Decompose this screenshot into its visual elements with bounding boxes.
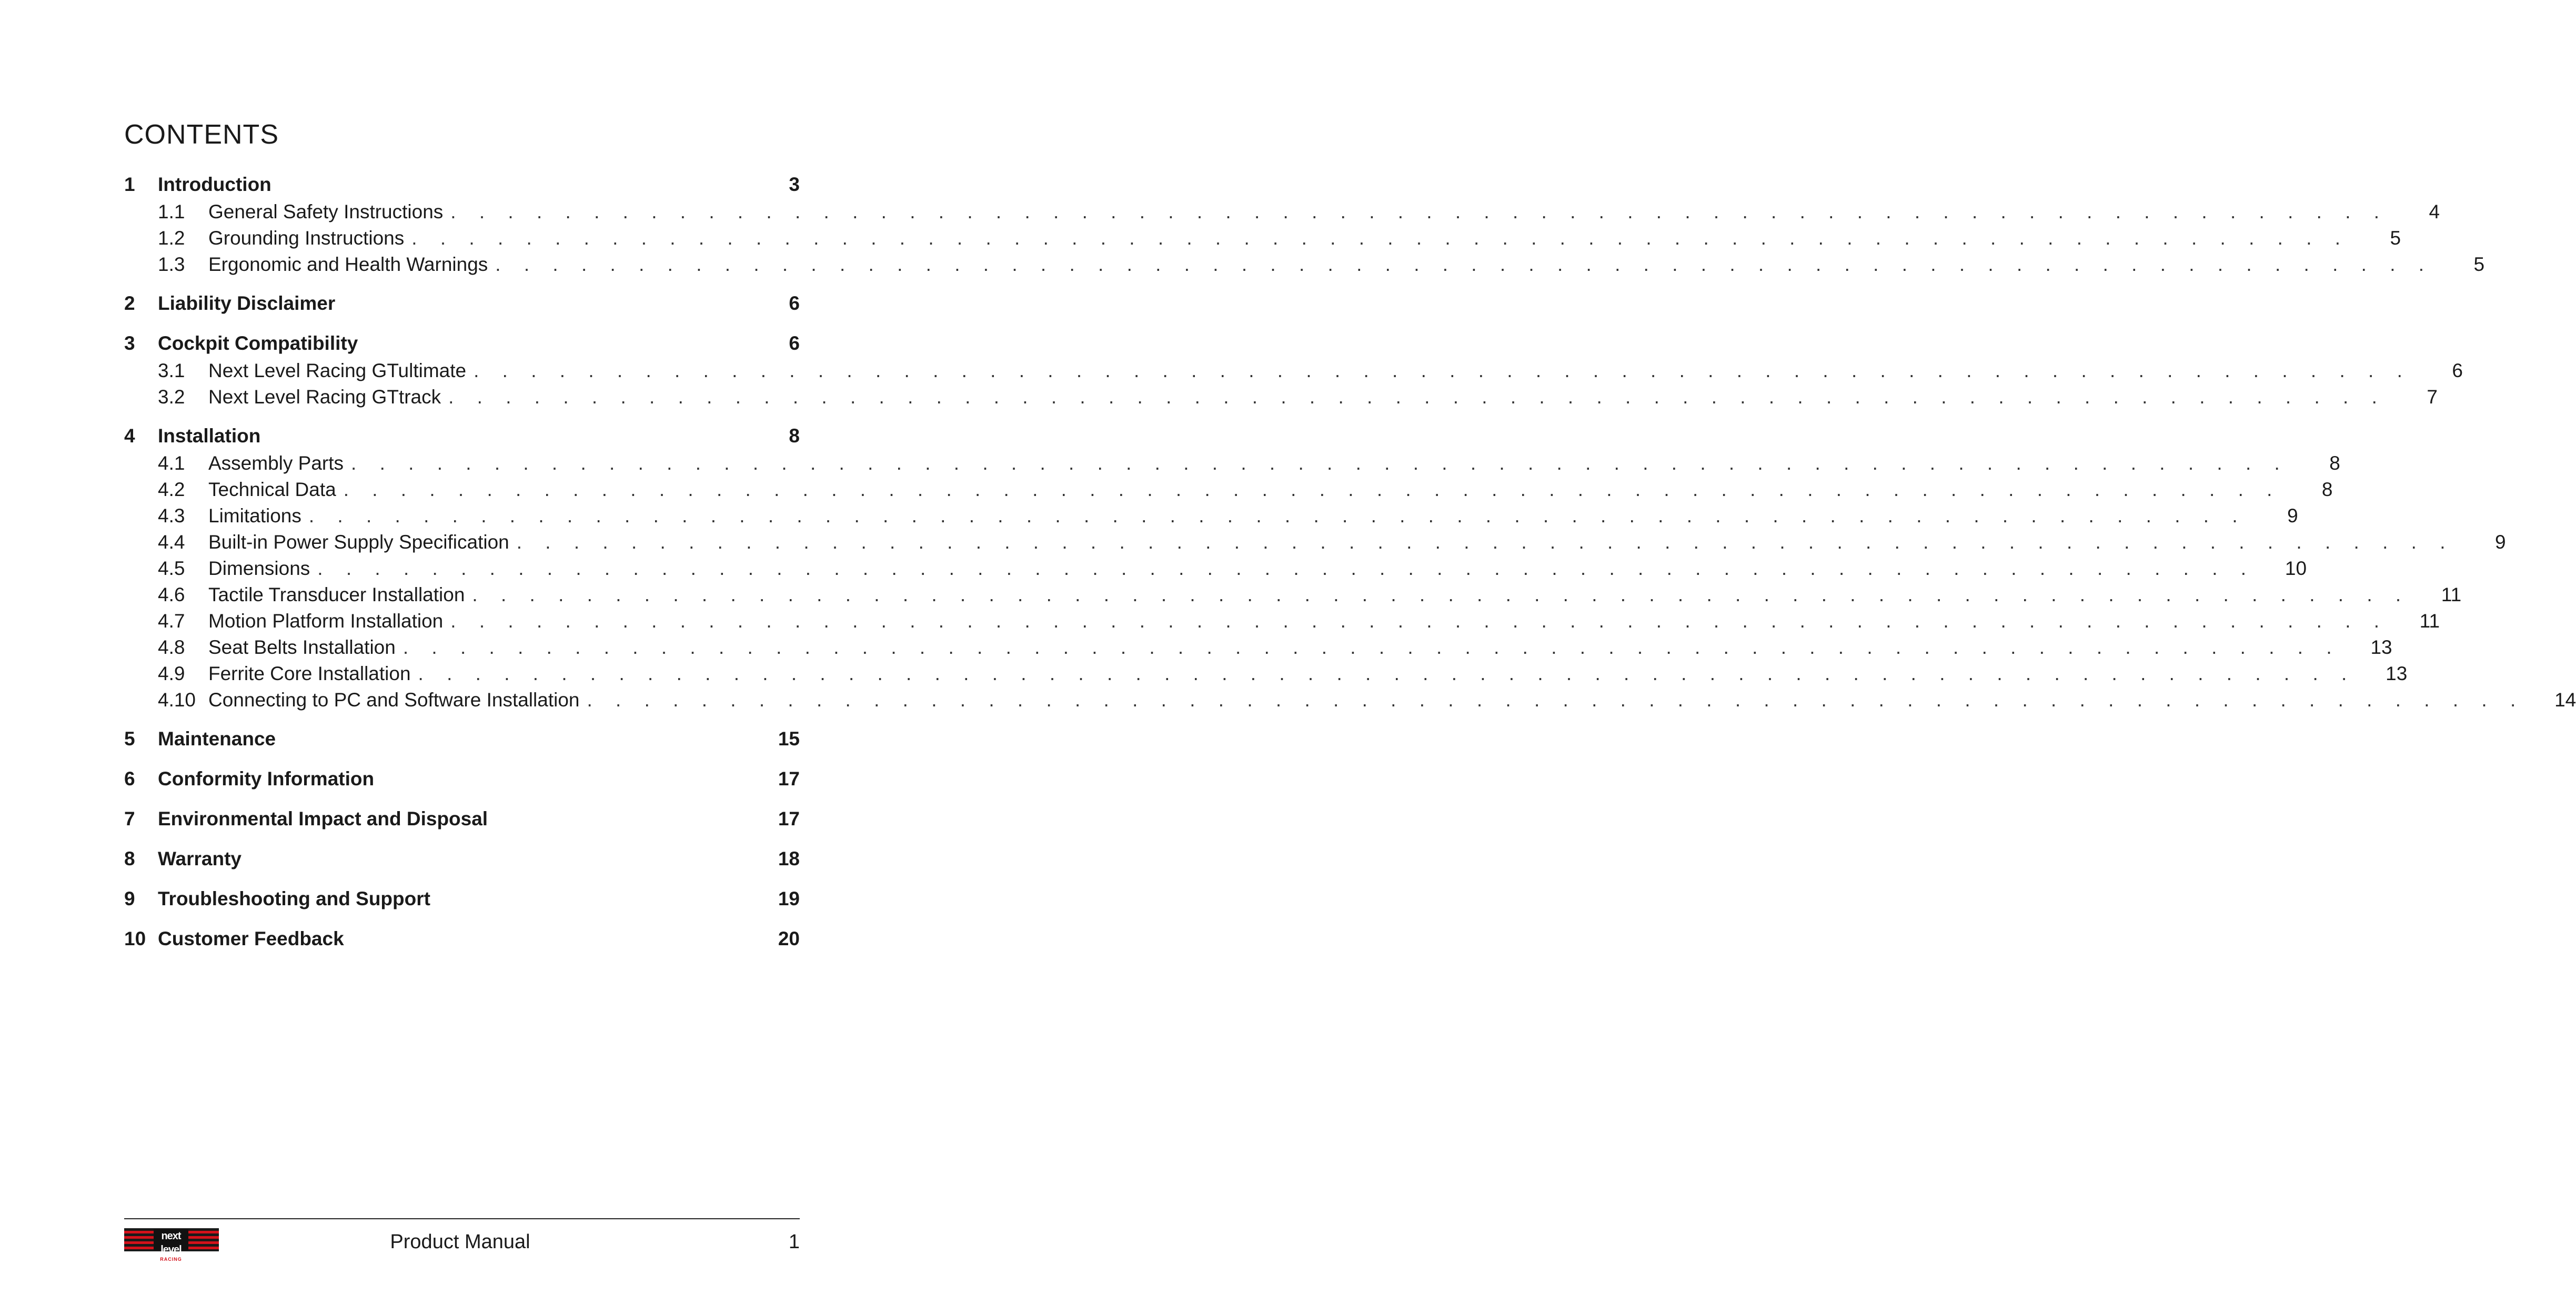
dot-leader [450,201,2388,223]
chapter-title: Troubleshooting and Support [158,888,430,909]
toc-chapter-entry[interactable] [124,425,800,452]
chapter-number: 6 [124,768,135,790]
section-number: 4.7 [158,610,185,632]
section-page-number: 10 [2285,558,2307,579]
section-page-number: 8 [2321,479,2333,500]
toc-section-entry[interactable] [124,201,2440,227]
chapter-title: Introduction [158,174,271,195]
section-title: Limitations [208,505,301,527]
toc-section-entry[interactable] [124,663,2408,689]
toc-section-entry[interactable] [124,386,2438,412]
chapter-page-number: 8 [789,425,800,447]
section-title: Ferrite Core Installation [208,663,411,684]
chapter-number: 5 [124,728,135,750]
chapter-title: Cockpit Compatibility [158,332,358,354]
section-title: Dimensions [208,558,310,579]
toc-chapter [124,332,2463,412]
toc-chapter-entry[interactable] [124,808,800,835]
section-number: 4.8 [158,636,185,658]
table-of-contents [124,174,2576,968]
toc-section-entry[interactable] [124,689,2576,715]
section-page-number: 5 [2473,254,2485,275]
chapter-page-number: 18 [778,848,800,869]
toc-chapter-entry[interactable] [124,928,800,955]
section-title: Assembly Parts [208,452,344,474]
chapter-page-number: 17 [778,768,800,790]
dot-leader [418,663,2356,685]
toc-chapter [124,888,800,915]
section-page-number: 5 [2390,227,2401,249]
dot-leader [474,360,2411,382]
dot-leader [344,479,2281,501]
chapter-page-number: 17 [778,808,800,829]
chapter-number: 1 [124,174,135,195]
section-title: Motion Platform Installation [208,610,444,632]
toc-chapter [124,768,800,795]
dot-leader [450,610,2388,632]
toc-section-entry[interactable] [124,558,2307,584]
section-page-number: 9 [2494,531,2506,553]
footer-page-number: 1 [788,1231,800,1253]
chapter-number: 4 [124,425,135,447]
toc-section-entry[interactable] [124,505,2298,531]
section-number: 1.1 [158,201,185,222]
toc-chapter-entry[interactable] [124,174,800,201]
section-title: Grounding Instructions [208,227,405,249]
section-number: 4.9 [158,663,185,684]
section-page-number: 13 [2370,636,2392,658]
logo-wordmark: next level RACING [154,1229,188,1250]
dot-leader [351,452,2289,474]
dot-leader [517,531,2454,553]
section-title: Ergonomic and Health Warnings [208,254,488,275]
toc-chapter [124,808,800,835]
chapter-title: Warranty [158,848,242,869]
page-title: CONTENTS [124,119,279,150]
toc-section-entry[interactable] [124,531,2506,558]
section-page-number: 8 [2329,452,2340,474]
section-title: Tactile Transducer Installation [208,584,465,605]
dot-leader [587,689,2524,711]
toc-chapter [124,174,2485,280]
chapter-title: Environmental Impact and Disposal [158,808,488,829]
section-number: 4.1 [158,452,185,474]
chapter-title: Installation [158,425,261,447]
section-title: Connecting to PC and Software Installation [208,689,580,711]
toc-chapter-entry[interactable] [124,888,800,915]
section-page-number: 14 [2554,689,2576,711]
toc-section-entry[interactable] [124,254,2485,280]
toc-chapter-entry[interactable] [124,292,800,320]
toc-chapter-entry[interactable] [124,848,800,875]
section-title: Built-in Power Supply Specification [208,531,509,553]
chapter-page-number: 6 [789,292,800,314]
toc-section-entry[interactable] [124,452,2340,479]
chapter-page-number: 20 [778,928,800,949]
chapter-number: 3 [124,332,135,354]
chapter-title: Conformity Information [158,768,375,790]
toc-chapter-entry[interactable] [124,768,800,795]
toc-chapter [124,928,800,955]
section-number: 4.2 [158,479,185,500]
section-number: 1.2 [158,227,185,249]
footer-title: Product Manual [390,1231,530,1253]
chapter-page-number: 6 [789,332,800,354]
dot-leader [317,558,2255,580]
toc-chapter [124,728,800,755]
section-title: Next Level Racing GTtrack [208,386,441,408]
toc-section-entry[interactable] [124,584,2462,610]
toc-section-entry[interactable] [124,479,2333,505]
chapter-title: Liability Disclaimer [158,292,336,314]
chapter-number: 8 [124,848,135,869]
dot-leader [403,636,2341,659]
dot-leader [472,584,2410,606]
section-page-number: 9 [2287,505,2298,527]
dot-leader [309,505,2247,527]
chapter-page-number: 19 [778,888,800,909]
section-page-number: 7 [2427,386,2438,408]
section-page-number: 11 [2419,610,2440,632]
dot-leader [495,254,2433,276]
toc-chapter [124,292,800,320]
section-title: Next Level Racing GTultimate [208,360,467,381]
chapter-page-number: 15 [778,728,800,750]
section-number: 4.4 [158,531,185,553]
section-number: 3.1 [158,360,185,381]
dot-leader [411,227,2349,249]
toc-section-entry[interactable] [124,227,2401,254]
chapter-number: 2 [124,292,135,314]
toc-chapter [124,848,800,875]
section-number: 4.3 [158,505,185,527]
section-number: 4.6 [158,584,185,605]
section-number: 1.3 [158,254,185,275]
toc-chapter-entry[interactable] [124,332,800,360]
section-title: Seat Belts Installation [208,636,396,658]
chapter-number: 9 [124,888,135,909]
chapter-number: 7 [124,808,135,829]
section-page-number: 11 [2441,584,2462,605]
toc-chapter-entry[interactable] [124,728,800,755]
section-number: 3.2 [158,386,185,408]
chapter-title: Customer Feedback [158,928,344,949]
section-page-number: 13 [2386,663,2408,684]
toc-section-entry[interactable] [124,636,2392,663]
section-title: General Safety Instructions [208,201,444,222]
footer-divider [124,1218,800,1219]
chapter-page-number: 3 [789,174,800,195]
section-number: 4.5 [158,558,185,579]
toc-section-entry[interactable] [124,610,2440,636]
toc-chapter [124,425,2576,715]
chapter-number: 10 [124,928,146,949]
chapter-title: Maintenance [158,728,276,750]
dot-leader [448,386,2386,408]
section-title: Technical Data [208,479,336,500]
section-page-number: 4 [2429,201,2440,222]
toc-section-entry[interactable] [124,360,2463,386]
section-page-number: 6 [2452,360,2463,381]
section-number: 4.10 [158,689,196,711]
